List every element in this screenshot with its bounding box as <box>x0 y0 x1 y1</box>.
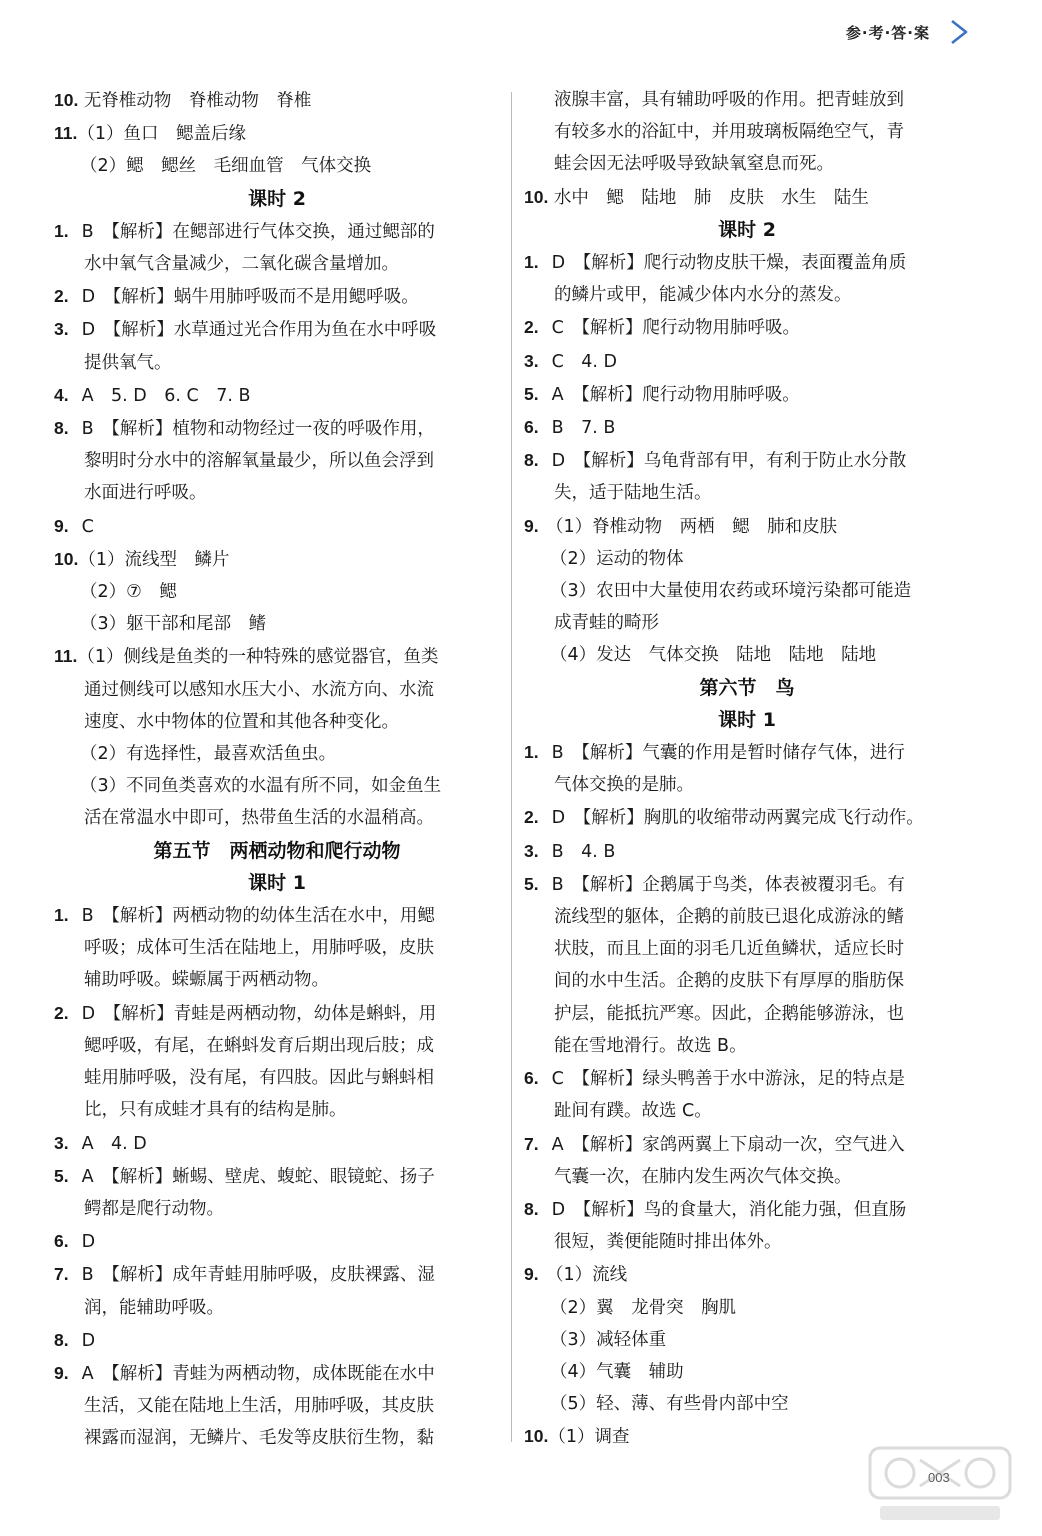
question-number: 1. <box>524 742 539 763</box>
answer-text: B 【解析】在鳃部进行气体交换，通过鳃部的 <box>76 221 435 242</box>
answer-line <box>54 1225 500 1258</box>
question-number: 7. <box>54 1264 69 1285</box>
chevron-right-icon <box>944 18 972 46</box>
answer-text: B 【解析】植物和动物经过一夜的呼吸作用， <box>76 419 435 440</box>
answer-continuation: 润，能辅助呼吸。 <box>84 1297 224 1318</box>
answer-text: B 7. B <box>546 418 616 439</box>
answer-subpart: （2）运动的物体 <box>550 548 684 569</box>
answer-line <box>524 868 970 901</box>
section-heading: 课时 2 <box>718 218 776 241</box>
answer-line <box>524 311 970 344</box>
answer-text: A 【解析】爬行动物用肺呼吸。 <box>546 384 800 405</box>
answer-text: A 【解析】家鸽两翼上下扇动一次，空气进入 <box>546 1134 905 1155</box>
answer-line <box>524 378 970 411</box>
answer-text: B 4. B <box>546 841 616 862</box>
question-number: 9. <box>524 515 539 536</box>
question-number: 10. <box>524 1426 549 1447</box>
answer-line <box>54 379 500 412</box>
answer-continuation: 的鳞片或甲，能减少体内水分的蒸发。 <box>554 285 852 306</box>
answer-continuation: 流线型的躯体，企鹅的前肢已退化成游泳的鳍 <box>554 907 904 928</box>
answer-line <box>54 1160 500 1193</box>
question-number: 5. <box>524 873 539 894</box>
answer-text: D <box>76 1232 96 1253</box>
question-number: 6. <box>524 1068 539 1089</box>
question-number: 2. <box>524 317 539 338</box>
answer-continuation: 液腺丰富，具有辅助呼吸的作用。把青蛙放到 <box>554 90 904 110</box>
answer-subpart: （3）躯干部和尾部 鳍 <box>80 614 267 635</box>
answer-text: 水中 鳃 陆地 肺 皮肤 水生 陆生 <box>548 187 869 208</box>
section-heading: 课时 2 <box>248 187 306 210</box>
section-heading: 第五节 两栖动物和爬行动物 <box>153 839 401 862</box>
answer-line <box>54 640 500 673</box>
answer-continuation: 失，适于陆地生活。 <box>554 483 712 504</box>
question-number: 8. <box>524 1198 539 1219</box>
answer-line <box>524 181 970 214</box>
answer-line <box>524 444 970 477</box>
answer-line <box>54 1127 500 1160</box>
question-number: 10. <box>524 186 549 207</box>
left-column <box>54 84 500 1455</box>
answer-line <box>524 1062 970 1095</box>
answer-text: C 【解析】爬行动物用肺呼吸。 <box>546 318 801 339</box>
answer-line <box>54 280 500 313</box>
question-number: 6. <box>54 1231 69 1252</box>
answer-continuation: 呼吸；成体可生活在陆地上，用肺呼吸，皮肤 <box>84 938 434 959</box>
answer-subpart: （2）有选择性，最喜欢活鱼虫。 <box>80 744 337 765</box>
right-column <box>524 84 970 1454</box>
answer-text: D 【解析】乌龟背部有甲，有利于防止水分散 <box>546 451 907 472</box>
answer-text: C 4. D <box>546 351 618 372</box>
question-number: 3. <box>524 350 539 371</box>
question-number: 2. <box>54 1002 69 1023</box>
answer-text: 无脊椎动物 脊椎动物 脊椎 <box>78 91 312 111</box>
answer-text: D 【解析】爬行动物皮肤干燥，表面覆盖角质 <box>546 253 907 274</box>
section-heading: 第六节 鸟 <box>699 676 795 699</box>
answer-text: D 【解析】青蛙是两栖动物，幼体是蝌蚪，用 <box>76 1003 437 1024</box>
answer-continuation: 趾间有蹼。故选 C。 <box>554 1101 712 1122</box>
question-number: 7. <box>524 1133 539 1154</box>
answer-line <box>524 801 970 834</box>
answer-continuation: 水面进行呼吸。 <box>84 483 207 504</box>
question-number: 10. <box>54 548 79 569</box>
question-number: 2. <box>524 807 539 828</box>
question-number: 1. <box>524 252 539 273</box>
answer-text: A 【解析】青蛙为两栖动物，成体既能在水中 <box>76 1363 435 1384</box>
answer-text: B 【解析】成年青蛙用肺呼吸，皮肤裸露、湿 <box>76 1265 435 1286</box>
answer-continuation: 水中氧气含量减少，二氧化碳含量增加。 <box>84 254 399 275</box>
answer-continuation: 气囊一次，在肺内发生两次气体交换。 <box>554 1166 852 1187</box>
answer-line <box>524 1128 970 1161</box>
answer-continuation: 速度、水中物体的位置和其他各种变化。 <box>84 711 399 732</box>
answer-line <box>524 1193 970 1226</box>
answer-line <box>54 997 500 1030</box>
question-number: 3. <box>524 840 539 861</box>
answer-continuation: 气体交换的是肺。 <box>554 775 694 796</box>
answer-line <box>54 313 500 346</box>
answer-continuation: 比，只有成蛙才具有的结构是肺。 <box>84 1100 347 1121</box>
answer-line <box>54 117 500 150</box>
question-number: 9. <box>54 515 69 536</box>
answer-line <box>524 1258 970 1291</box>
answer-text: B 【解析】企鹅属于鸟类，体表被覆羽毛。有 <box>546 874 905 895</box>
answer-continuation: 很短，粪便能随时排出体外。 <box>554 1232 782 1253</box>
page-header <box>846 18 972 46</box>
question-number: 1. <box>54 905 69 926</box>
answer-text: D 【解析】胸肌的收缩带动两翼完成飞行动作。 <box>546 808 924 829</box>
answer-text: D <box>76 1330 96 1351</box>
question-number: 1. <box>54 220 69 241</box>
question-number: 4. <box>54 384 69 405</box>
answer-subpart: （2）翼 龙骨突 胸肌 <box>550 1297 737 1318</box>
question-number: 2. <box>54 286 69 307</box>
answer-continuation: 能在雪地滑行。故选 B。 <box>554 1035 747 1056</box>
answer-continuation: 有较多水的浴缸中，并用玻璃板隔绝空气，青 <box>554 122 904 143</box>
answer-continuation: 活在常温水中即可，热带鱼生活的水温稍高。 <box>84 808 434 829</box>
question-number: 9. <box>54 1362 69 1383</box>
question-number: 11. <box>54 646 78 667</box>
answer-continuation: 提供氧气。 <box>84 352 172 373</box>
question-number: 5. <box>524 383 539 404</box>
question-number: 8. <box>54 1329 69 1350</box>
answer-text: A 【解析】蜥蜴、壁虎、蝮蛇、眼镜蛇、扬子 <box>76 1166 435 1187</box>
answer-subpart: （4）气囊 辅助 <box>550 1361 684 1382</box>
answer-subpart: （3）不同鱼类喜欢的水温有所不同，如金鱼生 <box>80 776 442 797</box>
answer-text: （1）流线型 鳞片 <box>78 549 230 570</box>
answer-text: C <box>76 516 94 537</box>
page-number: 003 <box>928 1470 950 1485</box>
answer-text: D 【解析】蜗牛用肺呼吸而不是用鳃呼吸。 <box>76 287 419 308</box>
question-number: 9. <box>524 1264 539 1285</box>
answer-text: B 【解析】气囊的作用是暂时储存气体，进行 <box>546 743 905 764</box>
answer-line <box>524 510 970 543</box>
answer-line <box>54 899 500 932</box>
answer-continuation: 生活，又能在陆地上生活，用肺呼吸，其皮肤 <box>84 1396 434 1417</box>
header-title: 参·考·答·案 <box>845 23 930 42</box>
question-number: 5. <box>54 1165 69 1186</box>
question-number: 3. <box>54 319 69 340</box>
answer-line <box>54 1258 500 1291</box>
watermark-logo <box>860 1440 1020 1530</box>
answer-subpart: （5）轻、薄、有些骨内部中空 <box>550 1394 789 1415</box>
answer-text: A 4. D <box>76 1133 147 1154</box>
answer-line <box>524 736 970 769</box>
answer-subpart: （2）⑦ 鳃 <box>80 582 177 603</box>
answer-line <box>524 411 970 444</box>
answer-subpart: （3）减轻体重 <box>550 1329 667 1350</box>
column-divider <box>511 92 512 1442</box>
answer-line <box>54 84 500 117</box>
answer-line <box>54 1357 500 1390</box>
answer-continuation: 护层，能抵抗严寒。因此，企鹅能够游泳，也 <box>554 1003 904 1024</box>
section-heading: 课时 1 <box>248 871 306 894</box>
answer-text: （1）脊椎动物 两栖 鳃 肺和皮肤 <box>546 516 838 537</box>
answer-text: （1）鱼口 鳃盖后缘 <box>77 124 247 145</box>
answer-continuation: 辅助呼吸。蝾螈属于两栖动物。 <box>84 970 329 991</box>
answer-text: B 【解析】两栖动物的幼体生活在水中，用鳃 <box>76 906 435 927</box>
answer-continuation: 间的水中生活。企鹅的皮肤下有厚厚的脂肪保 <box>554 971 904 992</box>
answer-continuation: 通过侧线可以感知水压大小、水流方向、水流 <box>84 679 434 700</box>
answer-continuation: 蛙会因无法呼吸导致缺氧窒息而死。 <box>554 154 834 175</box>
section-heading: 课时 1 <box>718 708 776 731</box>
answer-line <box>524 246 970 279</box>
answer-text: （1）调查 <box>548 1427 630 1448</box>
question-number: 11. <box>54 123 78 144</box>
answer-text: D 【解析】水草通过光合作用为鱼在水中呼吸 <box>76 320 437 341</box>
answer-line <box>54 215 500 248</box>
answer-continuation: 蛙用肺呼吸，没有尾，有四肢。因此与蝌蚪相 <box>84 1068 434 1089</box>
answer-line <box>524 835 970 868</box>
answer-line <box>54 412 500 445</box>
question-number: 3. <box>54 1132 69 1153</box>
answer-text: C 【解析】绿头鸭善于水中游泳，足的特点是 <box>546 1069 906 1090</box>
answer-line <box>54 510 500 543</box>
answer-text: D 【解析】鸟的食量大，消化能力强，但直肠 <box>546 1199 907 1220</box>
answer-continuation: 状肢，而且上面的羽毛几近鱼鳞状，适应长时 <box>554 939 904 960</box>
question-number: 6. <box>524 417 539 438</box>
answer-text: A 5. D 6. C 7. B <box>76 385 251 406</box>
answer-line <box>524 345 970 378</box>
question-number: 10. <box>54 90 79 110</box>
answer-text: （1）侧线是鱼类的一种特殊的感觉器官，鱼类 <box>77 647 439 668</box>
answer-line <box>54 1324 500 1357</box>
answer-continuation: 鳄都是爬行动物。 <box>84 1198 224 1219</box>
answer-line <box>54 543 500 576</box>
answer-subpart: （2）鳃 鳃丝 毛细血管 气体交换 <box>80 156 372 177</box>
question-number: 8. <box>524 450 539 471</box>
question-number: 8. <box>54 418 69 439</box>
answer-continuation: 裸露而湿润，无鳞片、毛发等皮肤衍生物，黏 <box>84 1428 434 1449</box>
answer-continuation: 鳃呼吸，有尾，在蝌蚪发育后期出现后肢；成 <box>84 1035 434 1056</box>
answer-text: （1）流线 <box>546 1265 628 1286</box>
answer-subpart: （4）发达 气体交换 陆地 陆地 陆地 <box>550 645 877 666</box>
answer-continuation: 成青蛙的畸形 <box>554 613 659 634</box>
answer-subpart: （3）农田中大量使用农药或环境污染都可能造 <box>550 581 912 602</box>
answer-continuation: 黎明时分水中的溶解氧量最少，所以鱼会浮到 <box>84 451 434 472</box>
